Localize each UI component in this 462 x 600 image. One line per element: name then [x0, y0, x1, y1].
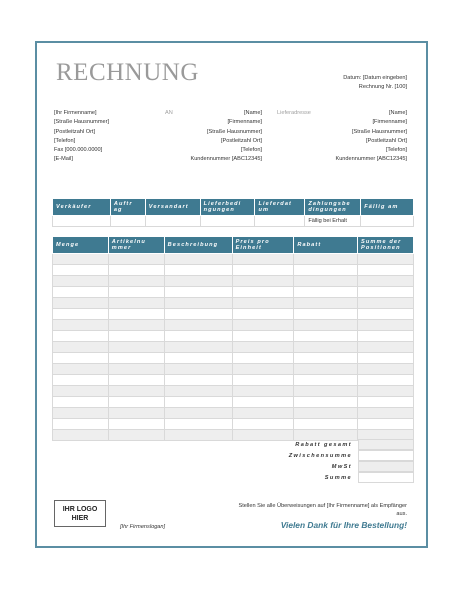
totals-row-discount	[52, 439, 414, 450]
invoice-frame	[35, 41, 428, 548]
items-cell[interactable]	[232, 331, 294, 342]
items-cell[interactable]	[164, 298, 232, 309]
items-cell[interactable]	[108, 309, 164, 320]
items-body	[53, 254, 414, 441]
items-cell[interactable]	[294, 276, 358, 287]
billto-label: AN	[165, 110, 173, 116]
items-cell[interactable]	[53, 309, 109, 320]
items-cell[interactable]	[232, 309, 294, 320]
items-cell[interactable]	[358, 419, 414, 430]
items-cell[interactable]	[294, 342, 358, 353]
items-cell[interactable]	[358, 353, 414, 364]
items-cell[interactable]	[164, 364, 232, 375]
shipto-phone[interactable]: [Telefon]	[385, 147, 407, 154]
items-cell[interactable]	[358, 342, 414, 353]
items-cell[interactable]	[164, 320, 232, 331]
sender-street[interactable]: [Straße Hausnummer]	[54, 119, 110, 126]
items-cell[interactable]	[294, 254, 358, 265]
items-cell[interactable]	[294, 397, 358, 408]
items-row	[53, 309, 414, 320]
items-cell[interactable]	[108, 276, 164, 287]
items-cell[interactable]	[53, 397, 109, 408]
totals	[52, 439, 414, 483]
items-cell[interactable]	[294, 408, 358, 419]
items-cell[interactable]	[108, 397, 164, 408]
totals-label-total: Summe	[324, 474, 352, 481]
shipto-customer-number[interactable]: Kundennummer [ABC12345]	[335, 156, 407, 163]
totals-value-discount[interactable]	[358, 439, 414, 450]
items-cell[interactable]	[358, 375, 414, 386]
items-cell[interactable]	[53, 353, 109, 364]
order-cell-terms[interactable]	[200, 216, 255, 227]
items-cell[interactable]	[358, 364, 414, 375]
shipto-company[interactable]: [Firmenname]	[372, 119, 407, 126]
sender-phone[interactable]: [Telefon]	[54, 137, 76, 144]
items-cell[interactable]	[108, 419, 164, 430]
items-row	[53, 276, 414, 287]
items-header-quantity: Menge	[53, 237, 109, 254]
items-cell[interactable]	[108, 364, 164, 375]
items-header-discount: Rabatt	[294, 237, 358, 254]
items-cell[interactable]	[53, 298, 109, 309]
items-cell[interactable]	[232, 298, 294, 309]
items-header-article: Artikelnu mmer	[108, 237, 164, 254]
items-cell[interactable]	[232, 353, 294, 364]
totals-value-total[interactable]	[358, 472, 414, 483]
items-row	[53, 254, 414, 265]
thank-you-message: Vielen Dank für Ihre Bestellung!	[280, 520, 407, 530]
items-cell[interactable]	[358, 298, 414, 309]
items-header-unit-price: Preis pro Einheit	[232, 237, 294, 254]
billto-name[interactable]: [Name]	[243, 110, 262, 116]
items-cell[interactable]	[53, 276, 109, 287]
items-row	[53, 265, 414, 276]
items-cell[interactable]	[358, 287, 414, 298]
billto-company[interactable]: [Firmenname]	[227, 119, 262, 126]
billto-city[interactable]: [Postleitzahl Ort]	[220, 137, 262, 144]
items-cell[interactable]	[53, 265, 109, 276]
items-cell[interactable]	[164, 419, 232, 430]
items-cell[interactable]	[358, 276, 414, 287]
items-cell[interactable]	[53, 375, 109, 386]
company-slogan[interactable]: [Ihr Firmenslogan]	[120, 524, 166, 530]
order-cell-due[interactable]	[361, 216, 414, 227]
order-cell-payment[interactable]: Fällig bei Erhalt	[305, 216, 361, 227]
items-row	[53, 342, 414, 353]
items-cell[interactable]	[358, 265, 414, 276]
items-cell[interactable]	[358, 320, 414, 331]
items-cell[interactable]	[358, 408, 414, 419]
items-cell[interactable]	[232, 397, 294, 408]
items-cell[interactable]	[294, 309, 358, 320]
items-row	[53, 375, 414, 386]
billto-customer-number[interactable]: Kundennummer [ABC12345]	[190, 156, 262, 163]
items-row	[53, 408, 414, 419]
items-row	[53, 386, 414, 397]
sender-company[interactable]: [Ihr Firmenname]	[54, 110, 97, 116]
items-cell[interactable]	[232, 419, 294, 430]
shipto-address	[335, 109, 407, 165]
items-cell[interactable]	[164, 408, 232, 419]
items-cell[interactable]	[164, 254, 232, 265]
items-cell[interactable]	[358, 309, 414, 320]
items-cell[interactable]	[164, 375, 232, 386]
order-cell-seller[interactable]	[53, 216, 111, 227]
items-cell[interactable]	[358, 397, 414, 408]
items-cell[interactable]	[108, 386, 164, 397]
items-cell[interactable]	[53, 419, 109, 430]
items-row	[53, 419, 414, 430]
invoice-date[interactable]: Datum: [Datum eingeben]	[343, 75, 407, 81]
order-header-payment: Zahlungsbe dingungen	[305, 199, 361, 216]
payment-note: Stellen Sie alle Überweisungen auf [Ihr Firmenname] als Empfänger aus.	[238, 503, 407, 517]
items-cell[interactable]	[164, 265, 232, 276]
items-cell[interactable]	[108, 342, 164, 353]
items-cell[interactable]	[164, 353, 232, 364]
items-cell[interactable]	[164, 331, 232, 342]
items-cell[interactable]	[108, 353, 164, 364]
items-cell[interactable]	[232, 342, 294, 353]
items-row	[53, 287, 414, 298]
totals-row-subtotal	[52, 450, 414, 461]
totals-value-tax[interactable]	[358, 461, 414, 472]
items-cell[interactable]	[232, 375, 294, 386]
billto-phone[interactable]: [Telefon]	[240, 147, 262, 154]
items-cell[interactable]	[232, 254, 294, 265]
items-cell[interactable]	[294, 419, 358, 430]
items-row	[53, 331, 414, 342]
order-header-delivery-date: Lieferdat um	[255, 199, 305, 216]
billto-street[interactable]: [Straße Hausnummer]	[206, 128, 262, 135]
items-row	[53, 397, 414, 408]
totals-row-total	[52, 472, 414, 483]
items-cell[interactable]	[108, 375, 164, 386]
items-cell[interactable]	[108, 320, 164, 331]
order-header-seller: Verkäufer	[53, 199, 111, 216]
totals-label-discount: Rabatt gesamt	[295, 441, 352, 448]
items-cell[interactable]	[53, 254, 109, 265]
items-cell[interactable]	[108, 408, 164, 419]
items-cell[interactable]	[164, 397, 232, 408]
items-cell[interactable]	[164, 386, 232, 397]
sender-email[interactable]: [E-Mail]	[54, 156, 73, 163]
items-cell[interactable]	[164, 342, 232, 353]
items-cell[interactable]	[232, 287, 294, 298]
invoice-meta	[343, 74, 407, 92]
items-cell[interactable]	[164, 309, 232, 320]
items-cell[interactable]	[53, 386, 109, 397]
totals-label-tax: MwSt	[331, 463, 352, 470]
shipto-city[interactable]: [Postleitzahl Ort]	[365, 137, 407, 144]
items-cell[interactable]	[358, 254, 414, 265]
items-cell[interactable]	[294, 331, 358, 342]
totals-row-tax	[52, 461, 414, 472]
totals-value-subtotal[interactable]	[358, 450, 414, 461]
items-cell[interactable]	[53, 320, 109, 331]
items-row	[53, 353, 414, 364]
items-row	[53, 298, 414, 309]
items-cell[interactable]	[53, 331, 109, 342]
items-cell[interactable]	[53, 408, 109, 419]
items-cell[interactable]	[108, 298, 164, 309]
items-cell[interactable]	[232, 320, 294, 331]
totals-label-subtotal: Zwischensumme	[288, 452, 352, 459]
items-cell[interactable]	[232, 408, 294, 419]
order-header-terms: Lieferbedi ngungen	[200, 199, 255, 216]
items-cell[interactable]	[358, 331, 414, 342]
items-cell[interactable]	[294, 386, 358, 397]
items-cell[interactable]	[108, 265, 164, 276]
order-table	[52, 198, 414, 227]
items-cell[interactable]	[232, 386, 294, 397]
order-cell-order[interactable]	[110, 216, 145, 227]
shipto-street[interactable]: [Straße Hausnummer]	[351, 128, 407, 135]
items-cell[interactable]	[294, 364, 358, 375]
items-cell[interactable]	[358, 386, 414, 397]
items-cell[interactable]	[232, 276, 294, 287]
items-cell[interactable]	[108, 287, 164, 298]
shipto-label: Lieferadresse	[277, 110, 311, 116]
items-cell[interactable]	[53, 364, 109, 375]
items-header-description: Beschreibung	[164, 237, 232, 254]
items-header-line-total: Summe der Positionen	[358, 237, 414, 254]
items-cell[interactable]	[294, 353, 358, 364]
items-cell[interactable]	[53, 287, 109, 298]
logo-placeholder[interactable]: IHR LOGO HIER	[54, 500, 106, 527]
order-header-due: Fällig am	[361, 199, 414, 216]
invoice-number[interactable]: Rechnung Nr. [100]	[358, 84, 407, 90]
items-cell[interactable]	[108, 331, 164, 342]
items-cell[interactable]	[294, 298, 358, 309]
items-cell[interactable]	[164, 287, 232, 298]
order-header-order: Auftr ag	[110, 199, 145, 216]
items-table	[52, 236, 414, 441]
items-cell[interactable]	[294, 287, 358, 298]
items-row	[53, 364, 414, 375]
sender-address	[54, 109, 109, 165]
items-cell[interactable]	[294, 375, 358, 386]
items-cell[interactable]	[164, 276, 232, 287]
sender-city[interactable]: [Postleitzahl Ort]	[54, 128, 96, 135]
order-row	[53, 216, 414, 227]
order-header-shipping: Versandart	[145, 199, 200, 216]
items-cell[interactable]	[232, 364, 294, 375]
invoice-title: RECHNUNG	[56, 59, 199, 86]
sender-fax[interactable]: Fax [000.000.0000]	[54, 147, 103, 154]
order-cell-delivery-date[interactable]	[255, 216, 305, 227]
items-cell[interactable]	[294, 265, 358, 276]
items-cell[interactable]	[108, 254, 164, 265]
items-row	[53, 320, 414, 331]
items-cell[interactable]	[232, 265, 294, 276]
items-cell[interactable]	[53, 342, 109, 353]
billto-address	[190, 109, 262, 165]
items-cell[interactable]	[294, 320, 358, 331]
order-cell-shipping[interactable]	[145, 216, 200, 227]
shipto-name[interactable]: [Name]	[388, 110, 407, 116]
